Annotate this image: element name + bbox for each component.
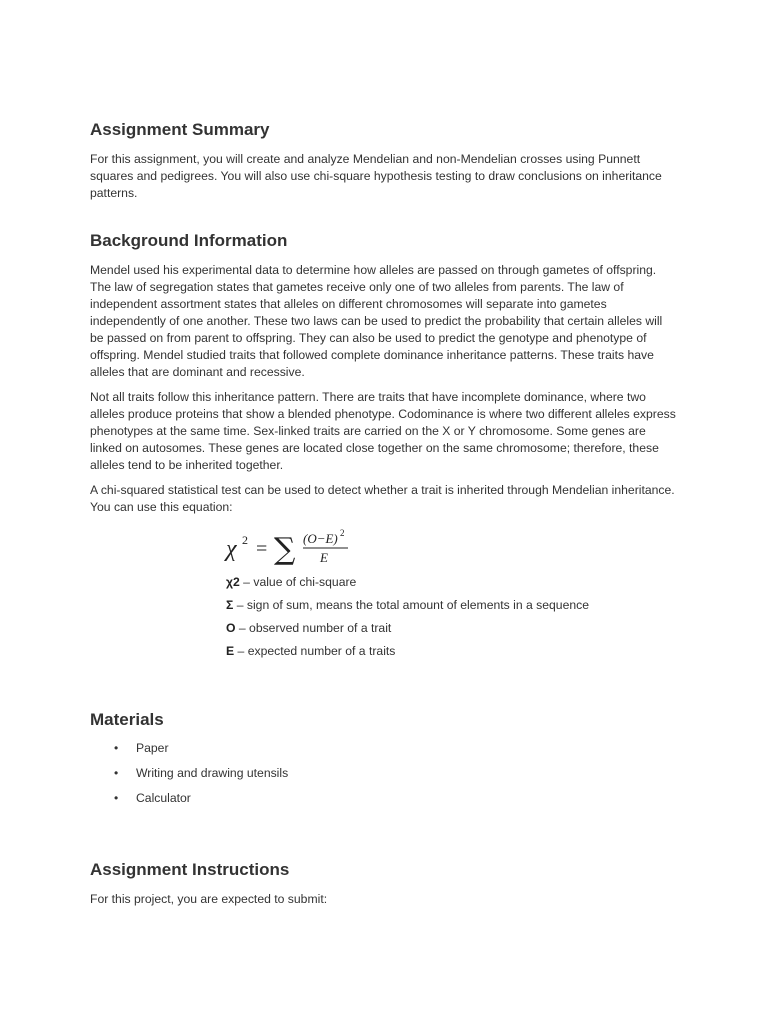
- legend-symbol: χ2: [226, 575, 240, 589]
- legend-description: – value of chi-square: [239, 575, 357, 589]
- background-paragraph-3: A chi-squared statistical test can be used to detect whether a trait is inherited through Mendelian inheritance. You can use this equation:: [90, 483, 675, 514]
- material-label: Writing and drawing utensils: [136, 766, 289, 780]
- materials-list: [90, 740, 288, 815]
- equation-chi-symbol: χ: [226, 536, 237, 562]
- list-item: [90, 740, 288, 765]
- bullet-icon: •: [114, 741, 119, 755]
- equation-numerator: (O−E): [303, 531, 338, 546]
- legend-chi-square: [226, 574, 356, 591]
- legend-sum: [226, 597, 589, 614]
- bullet-icon: •: [114, 791, 119, 805]
- chi-square-equation: [224, 524, 354, 570]
- equation-denominator: E: [320, 550, 328, 565]
- equation-numerator-exponent: 2: [340, 528, 345, 538]
- legend-description: – expected number of a traits: [234, 644, 396, 658]
- legend-symbol: E: [226, 644, 235, 658]
- assignment-summary-heading: Assignment Summary: [90, 120, 270, 139]
- materials-heading: Materials: [90, 710, 164, 729]
- legend-symbol: Σ: [226, 598, 234, 612]
- equation-sum-symbol: ∑: [274, 532, 296, 567]
- equation-equals: =: [256, 538, 268, 560]
- background-paragraph-1: Mendel used his experimental data to determine how alleles are passed on through gametes of offspring. The law of segregation states that gametes receive only one of two alleles from parents. The law of independent assortment states that alleles on different chromosomes will separate into gametes independently of one another. These two laws can be used to predict the probability that certain alleles will be passed on from parent to offspring. They can also be used to predict the genotype and phenotype of offspring. Mendel studied traits that followed complete dominance inheritance patterns. These traits have alleles that are dominant and recessive.: [90, 263, 663, 379]
- legend-expected: [226, 643, 395, 660]
- material-label: Calculator: [136, 791, 191, 805]
- legend-observed: [226, 620, 391, 637]
- legend-symbol: O: [226, 621, 236, 635]
- list-item: [90, 765, 288, 790]
- equation-chi-exponent: 2: [242, 533, 248, 547]
- assignment-instructions-heading: Assignment Instructions: [90, 860, 290, 879]
- legend-description: – sign of sum, means the total amount of elements in a sequence: [233, 598, 590, 612]
- bullet-icon: •: [114, 766, 119, 780]
- assignment-summary-text: For this assignment, you will create and analyze Mendelian and non-Mendelian crosses using Punnett squares and pedigrees. You will also use chi-square hypothesis testing to draw conclusions on inheritance patterns.: [90, 152, 662, 200]
- list-item: [90, 790, 288, 815]
- background-paragraph-2: Not all traits follow this inheritance pattern. There are traits that have incomplete dominance, where two alleles produce proteins that show a blended phenotype. Codominance is where two different alleles express phenotypes at the same time. Sex-linked traits are carried on the X or Y chromosome. Some genes are linked on autosomes. These genes are located close together on the same chromosome; therefore, these alleles tend to be inherited together.: [90, 390, 676, 472]
- legend-description: – observed number of a trait: [235, 621, 392, 635]
- material-label: Paper: [136, 741, 169, 755]
- assignment-instructions-text: For this project, you are expected to submit:: [90, 892, 328, 906]
- background-information-heading: Background Information: [90, 231, 288, 250]
